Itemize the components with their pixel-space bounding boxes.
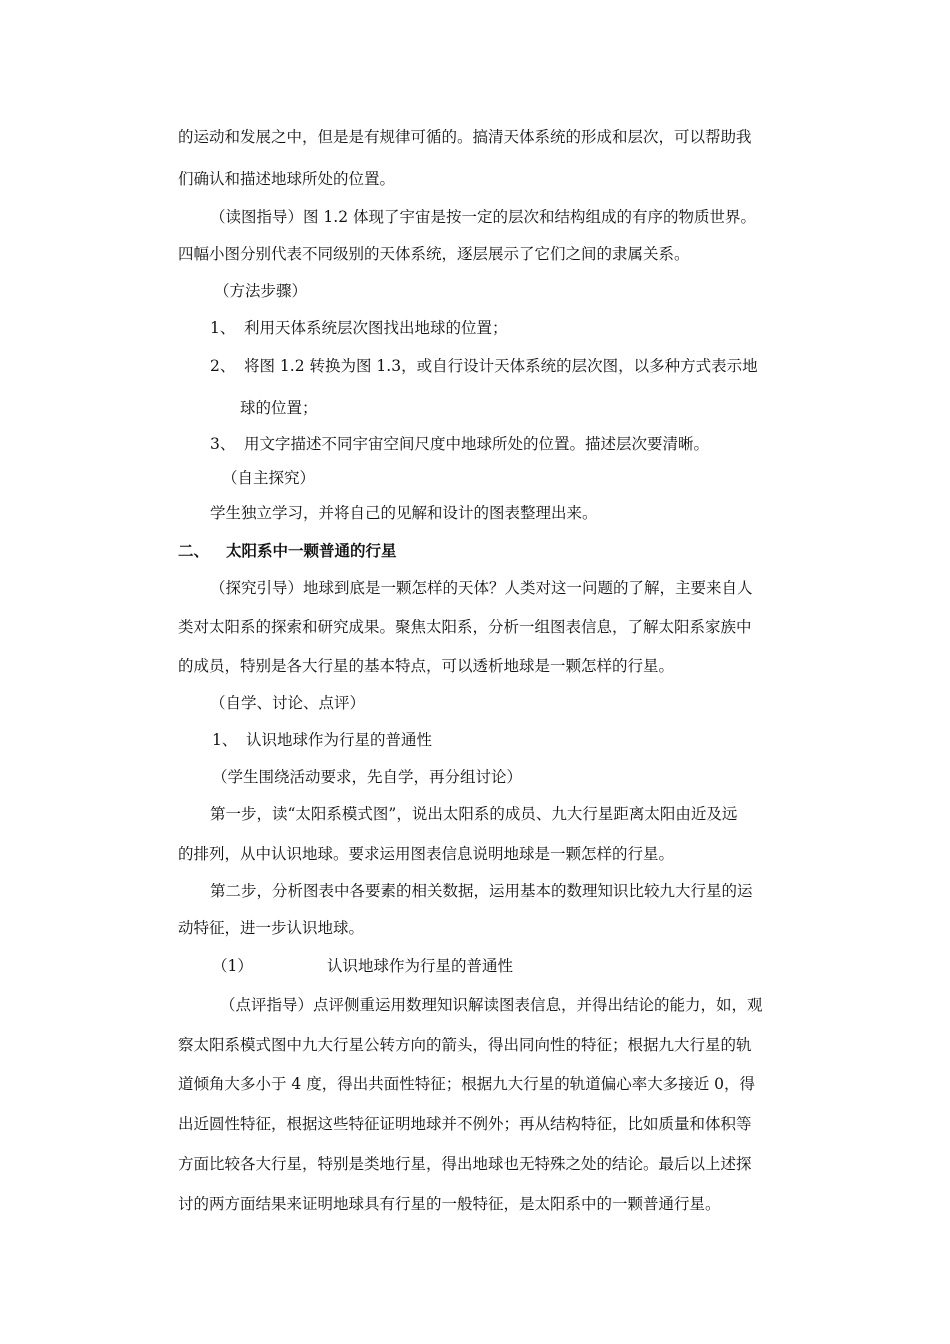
list-item-text: 用文字描述不同宇宙空间尺度中地球所处的位置。描述层次要清晰。	[244, 435, 710, 453]
paragraph-line: 第一步，读“太阳系模式图”，说出太阳系的成员、九大行星距离太阳由近及远	[210, 805, 738, 823]
list-item-text: 将图 1.2 转换为图 1.3，或自行设计天体系统的层次图，以多种方式表示地	[244, 357, 758, 375]
paragraph-line: 的成员，特别是各大行星的基本特点，可以透析地球是一颗怎样的行星。	[178, 657, 675, 675]
list-marker: 3、	[210, 435, 236, 453]
paragraph-line: 四幅小图分别代表不同级别的天体系统，逐层展示了它们之间的隶属关系。	[178, 245, 690, 263]
paragraph-line: 的运动和发展之中，但是是有规律可循的。搞清天体系统的形成和层次，可以帮助我	[178, 128, 752, 146]
list-item	[210, 356, 758, 376]
list-item	[210, 318, 508, 338]
list-item	[212, 730, 432, 750]
paragraph-line: 讨的两方面结果来证明地球具有行星的一般特征，是太阳系中的一颗普通行星。	[178, 1195, 721, 1213]
paragraph-line: （探究引导）地球到底是一颗怎样的天体？人类对这一问题的了解，主要来自人	[210, 579, 753, 597]
subheading: （方法步骤）	[214, 282, 308, 300]
paragraph-line: 球的位置；	[240, 399, 318, 417]
paragraph-line: 察太阳系模式图中九大行星公转方向的箭头，得出同向性的特征；根据九大行星的轨	[178, 1036, 752, 1054]
list-marker: 1、	[212, 731, 238, 749]
section-title: 太阳系中一颗普通的行星	[226, 542, 397, 560]
paragraph-line: 学生独立学习，并将自己的见解和设计的图表整理出来。	[210, 504, 598, 522]
paragraph-line: 出近圆性特征，根据这些特征证明地球并不例外；再从结构特征，比如质量和体积等	[178, 1115, 752, 1133]
subheading: （自主探究）	[222, 469, 316, 487]
paragraph-line: （学生围绕活动要求，先自学，再分组讨论）	[212, 768, 523, 786]
list-marker: 2、	[210, 357, 236, 375]
section-heading	[178, 541, 397, 561]
paragraph-line: 第二步，分析图表中各要素的相关数据，运用基本的数理知识比较九大行星的运	[210, 882, 753, 900]
paragraph-line: （读图指导）图 1.2 体现了宇宙是按一定的层次和结构组成的有序的物质世界。	[210, 208, 757, 226]
list-item-text: 认识地球作为行星的普通性	[327, 957, 514, 975]
paragraph-line: 们确认和描述地球所处的位置。	[178, 170, 396, 188]
paragraph-line: 道倾角大多小于 4 度，得出共面性特征；根据九大行星的轨道偏心率大多接近 0，得	[178, 1075, 756, 1093]
list-marker: （1）	[212, 957, 253, 975]
list-marker: 1、	[210, 319, 236, 337]
paragraph-line: （点评指导）点评侧重运用数理知识解读图表信息，并得出结论的能力，如，观	[220, 996, 763, 1014]
section-number: 二、	[178, 542, 210, 560]
subheading: （自学、讨论、点评）	[210, 694, 366, 712]
paragraph-line: 类对太阳系的探索和研究成果。聚焦太阳系，分析一组图表信息，了解太阳系家族中	[178, 618, 752, 636]
list-item	[210, 434, 709, 454]
list-item	[212, 956, 513, 976]
list-item-text: 利用天体系统层次图找出地球的位置；	[244, 319, 508, 337]
list-item-text: 认识地球作为行星的普通性	[246, 731, 433, 749]
paragraph-line: 方面比较各大行星，特别是类地行星，得出地球也无特殊之处的结论。最后以上述探	[178, 1155, 752, 1173]
paragraph-line: 动特征，进一步认识地球。	[178, 919, 365, 937]
paragraph-line: 的排列，从中认识地球。要求运用图表信息说明地球是一颗怎样的行星。	[178, 845, 675, 863]
